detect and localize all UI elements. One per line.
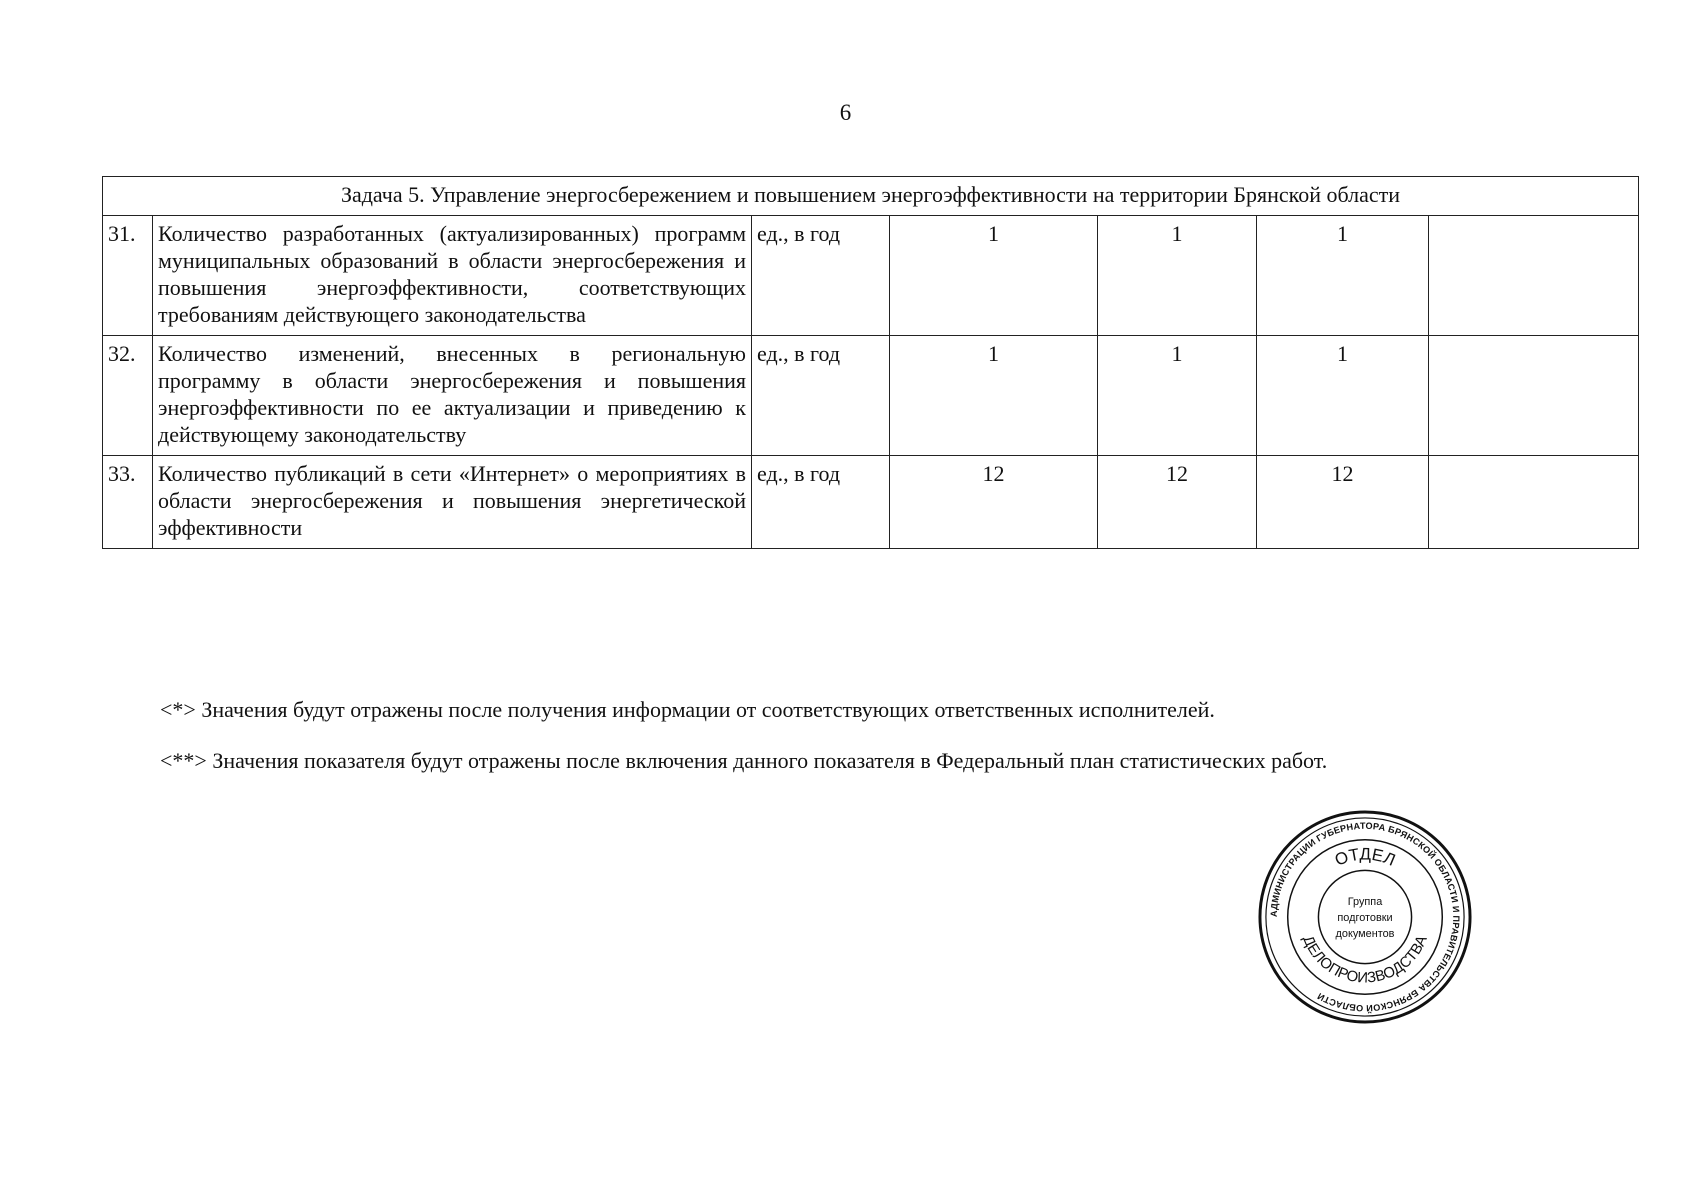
indicator-name: Количество разработанных (актуализированных) программ муниципальных образований в области энергосбережения и повышения энергоэффективности, соответствующих требованиям действующего законодательства <box>153 216 752 336</box>
row-number: 32. <box>103 336 153 456</box>
indicators-table <box>102 176 1639 549</box>
unit-cell: ед., в год <box>752 456 890 549</box>
table-row <box>103 216 1639 336</box>
value-cell <box>1429 216 1639 336</box>
unit-cell: ед., в год <box>752 216 890 336</box>
page-number: 6 <box>839 100 852 125</box>
footnote-2: <**> Значения показателя будут отражены после включения данного показателя в Федеральный план статистических работ. <box>160 748 1328 773</box>
value-cell: 1 <box>890 336 1098 456</box>
stamp-center-line: документов <box>1335 927 1395 940</box>
indicator-name: Количество публикаций в сети «Интернет» о мероприятиях в области энергосбережения и повышения энергетической эффективности <box>153 456 752 549</box>
value-cell <box>1429 336 1639 456</box>
stamp-top-word: ОТДЕЛ <box>1332 844 1399 870</box>
value-cell: 1 <box>890 216 1098 336</box>
row-number: 31. <box>103 216 153 336</box>
task-header: Задача 5. Управление энергосбережением и повышением энергоэффективности на территории Брянской области <box>103 177 1639 216</box>
value-cell <box>1429 456 1639 549</box>
stamp-bottom-word: ДЕЛОПРОИЗВОДСТВА <box>1299 933 1431 987</box>
task-header-row <box>103 177 1639 216</box>
value-cell: 1 <box>1098 216 1257 336</box>
stamp-center-line: Группа <box>1347 896 1383 909</box>
value-cell: 12 <box>1098 456 1257 549</box>
value-cell: 12 <box>890 456 1098 549</box>
indicator-name: Количество изменений, внесенных в региональную программу в области энергосбережения и повышения энергоэффективности по ее актуализации и приведению к действующему законодательству <box>153 336 752 456</box>
footnote-1: <*> Значения будут отражены после получения информации от соответствующих ответственных исполнителей. <box>160 697 1215 722</box>
table-row <box>103 456 1639 549</box>
table-row <box>103 336 1639 456</box>
svg-text:ОТДЕЛ <box>1332 845 1398 870</box>
office-stamp <box>1256 808 1474 1026</box>
unit-cell: ед., в год <box>752 336 890 456</box>
stamp-ring-text: АДМИНИСТРАЦИИ ГУБЕРНАТОРА БРЯНСКОЙ ОБЛАСТИ И ПРАВИТЕЛЬСТВА БРЯНСКОЙ ОБЛАСТИ <box>1268 820 1462 1014</box>
value-cell: 1 <box>1257 336 1429 456</box>
row-number: 33. <box>103 456 153 549</box>
value-cell: 12 <box>1257 456 1429 549</box>
stamp-center-line: подготовки <box>1337 911 1393 924</box>
value-cell: 1 <box>1098 336 1257 456</box>
value-cell: 1 <box>1257 216 1429 336</box>
